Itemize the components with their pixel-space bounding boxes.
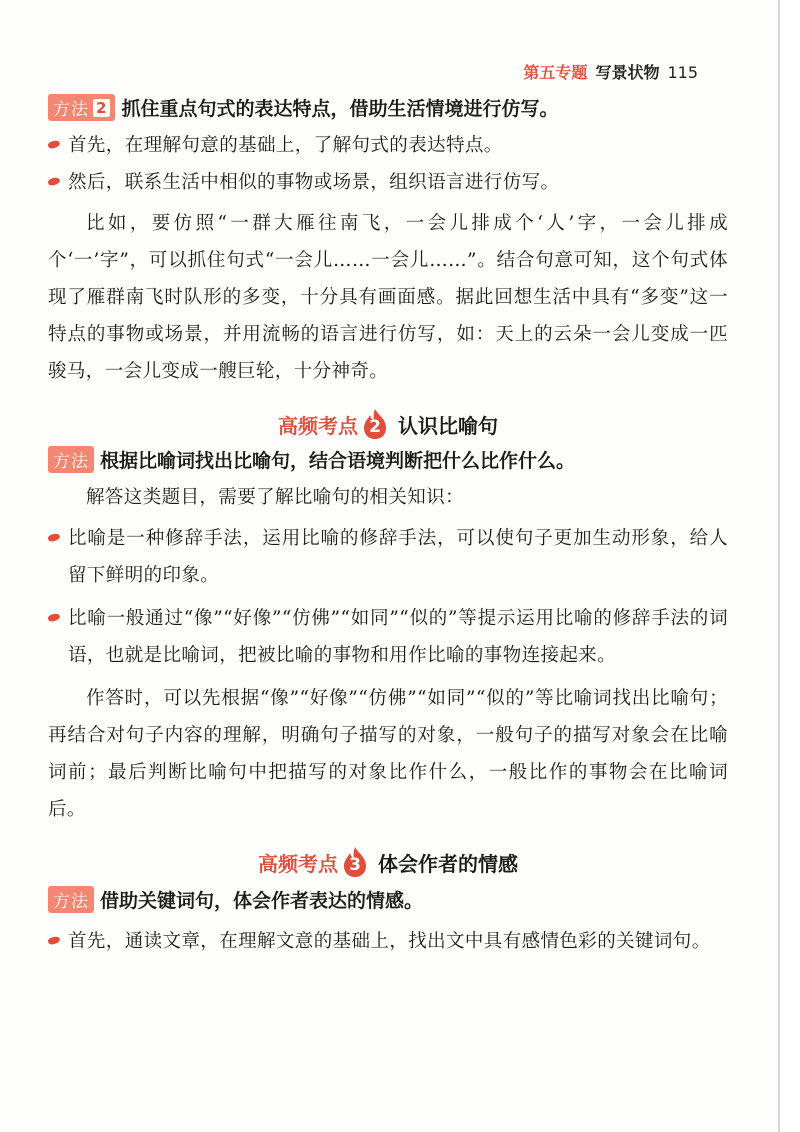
bullet-icon xyxy=(47,613,60,623)
list-item xyxy=(48,127,728,164)
bullet-icon xyxy=(47,936,60,946)
method-2-heading xyxy=(48,94,728,121)
key-point-heading: 体会作者的情感 xyxy=(378,851,518,876)
bullet-text: 然后，联系生活中相似的事物或场景，组织语言进行仿写。 xyxy=(68,172,560,193)
bullet-text: 比喻一般通过“像”“好像”“仿佛”“如同”“似的”等提示运用比喻的修辞手法的词语，也就是比喻词，把被比喻的事物和用作比喻的事物连接起来。 xyxy=(68,608,728,666)
answer-paragraph: 作答时，可以先根据“像”“好像”“仿佛”“如同”“似的”等比喻词找出比喻句；再结合对句子内容的理解，明确句子描写的对象，一般句子的描写对象会在比喻词前；最后判断比喻句中把描写的对象比作什么，一般比作的事物会在比喻词后。 xyxy=(48,688,728,820)
flame-icon xyxy=(342,846,368,878)
list-item xyxy=(48,164,728,201)
page-header xyxy=(523,60,698,83)
method-2-title: 抓住重点句式的表达特点，借助生活情境进行仿写。 xyxy=(121,98,559,120)
key-point-label: 高频考点 xyxy=(258,851,338,876)
method-badge-number: 2 xyxy=(93,99,110,117)
key-point-3-title xyxy=(48,846,728,878)
method-badge-label: 方法 xyxy=(53,100,89,120)
key-point-number: 2 xyxy=(369,417,381,437)
method-badge xyxy=(48,886,94,913)
method-title: 借助关键词句，体会作者表达的情感。 xyxy=(100,890,424,912)
page-content xyxy=(48,94,728,960)
method-heading xyxy=(48,446,728,473)
list-item xyxy=(48,600,728,674)
bullet-icon xyxy=(47,533,60,543)
bullet-text: 比喻是一种修辞手法，运用比喻的修辞手法，可以使句子更加生动形象，给人留下鲜明的印象。 xyxy=(68,528,728,586)
list-item xyxy=(48,923,728,960)
method-badge-label: 方法 xyxy=(53,452,89,472)
intro-paragraph: 解答这类题目，需要了解比喻句的相关知识： xyxy=(86,487,465,508)
key-point-heading: 认识比喻句 xyxy=(398,413,498,438)
flame-icon xyxy=(362,408,388,440)
list-item xyxy=(48,520,728,594)
key-point-label: 高频考点 xyxy=(278,413,358,438)
bullet-icon xyxy=(47,140,60,150)
method-badge xyxy=(48,446,94,473)
method-heading xyxy=(48,886,728,913)
bullet-text: 首先，在理解句意的基础上，了解句式的表达特点。 xyxy=(68,135,503,156)
bullet-text: 首先，通读文章，在理解文意的基础上，找出文中具有感情色彩的关键词句。 xyxy=(68,931,711,952)
key-point-number: 3 xyxy=(349,855,361,875)
header-subject: 写景状物 xyxy=(595,63,660,82)
method-badge xyxy=(48,94,115,121)
example-paragraph: 比如，要仿照“一群大雁往南飞，一会儿排成个‘人’字，一会儿排成个‘一’字”，可以抓住句式“一会儿……一会儿……”。结合句意可知，这个句式体现了雁群南飞时队形的多变，十分具有画面感。据此回想生活中具有“多变”这一特点的事物或场景，并用流畅的语言进行仿写，如：天上的云朵一会儿变成一匹骏马，一会儿变成一艘巨轮，十分神奇。 xyxy=(48,213,728,382)
page-number: 115 xyxy=(667,63,698,82)
header-topic: 第五专题 xyxy=(523,63,588,82)
bullet-icon xyxy=(47,177,60,187)
key-point-2-title xyxy=(48,408,728,440)
method-badge-label: 方法 xyxy=(53,892,89,912)
method-title: 根据比喻词找出比喻句，结合语境判断把什么比作什么。 xyxy=(100,450,576,472)
